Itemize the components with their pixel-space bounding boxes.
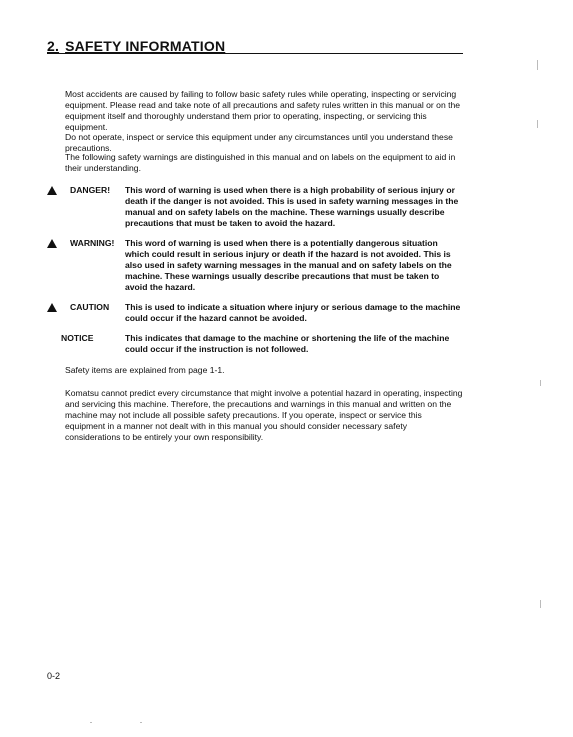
warning-triangle-icon: [47, 239, 57, 248]
intro-text-2: Do not operate, inspect or service this equipment under any circumstances until you understand these precautions.: [65, 132, 453, 153]
closing-paragraph: [47, 388, 463, 443]
danger-label: DANGER!: [70, 185, 111, 195]
intro-text-3: The following safety warnings are distinguished in this manual and on labels on the equipment to aid in their understanding.: [65, 152, 456, 173]
notice-description: This indicates that damage to the machine or shortening the life of the machine could occur if the instruction is not followed.: [125, 333, 450, 354]
notice-label: NOTICE: [61, 333, 94, 343]
explained-note: Safety items are explained from page 1-1.: [65, 365, 225, 375]
intro-text-1: Most accidents are caused by failing to follow basic safety rules while operating, inspecting or servicing equipment. Please read and take note of all precautions and safety rules written in this manual or on the equipment itself and thoroughly understand them prior to operating, inspecting, or servicing this equipment.: [65, 89, 461, 132]
danger-description: This word of warning is used when there is a high probability of serious injury or death if the danger is not avoided. This is used in safety warning messages in the manual and on safety labels on the machine. These warnings usually describe precautions that must be taken to avoid the hazard.: [125, 185, 459, 228]
page-number: 0-2: [47, 671, 61, 681]
intro-paragraph-3: [47, 152, 463, 174]
section-title: SAFETY INFORMATION: [65, 38, 226, 54]
caution-label: CAUTION: [70, 302, 110, 312]
warning-triangle-icon: [47, 186, 57, 195]
caution-description: This is used to indicate a situation where injury or serious damage to the machine could occur if the hazard cannot be avoided.: [125, 302, 461, 323]
warning-label: WARNING!: [70, 238, 115, 248]
intro-paragraph-1: [47, 89, 463, 133]
intro-paragraph-2: [47, 132, 463, 154]
section-number: 2.: [47, 38, 60, 54]
warning-triangle-icon: [47, 303, 57, 312]
warning-description: This word of warning is used when there is a potentially dangerous situation which could result in serious injury or death if the hazard is not avoided. This is also used in safety warning messages in the manual and on safety labels on the machine. These warnings usually describe precautions that must be taken to avoid the hazard.: [125, 238, 452, 292]
closing-text: Komatsu cannot predict every circumstance that might involve a potential hazard in operating, inspecting and servicing this machine. Therefore, the precautions and warnings in this manual and written on the machine may not include all possible safety precautions. If you operate, inspect or service this equipment in a manner not dealt with in this manual you should consider necessary safety considerations to be entirely your own responsibility.: [65, 388, 463, 442]
heading-rule: [47, 53, 463, 54]
section-heading: [47, 38, 225, 54]
